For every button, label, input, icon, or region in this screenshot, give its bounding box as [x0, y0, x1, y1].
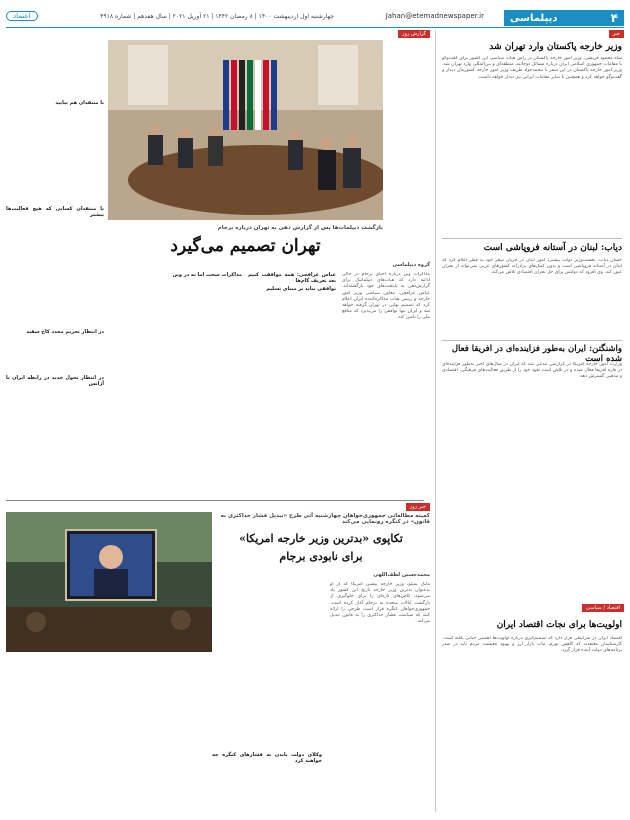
- pompeo-body-col1: [330, 582, 430, 812]
- priorities-body: [442, 636, 622, 812]
- main-headline: تهران تصمیم می‌گیرد: [170, 236, 321, 256]
- inline-head-4: با منتقدان هم بیایید: [55, 100, 104, 106]
- dateline: چهارشنبه اول اردیبهشت ۱۴۰۰ | ۸ رمضان ۱۴۴۲ | ۲۱ آوریل ۲۰۲۱ | سال هفدهم | شماره ۴۹۱۸: [100, 13, 334, 20]
- section-divider: [6, 500, 424, 501]
- section-banner: [504, 10, 624, 26]
- inline-head-7: در انتظار تحول جدید در رابطه ایران با آژانس: [6, 374, 104, 388]
- washington-body-text: وزارت امور خارجه امریکا در گزارشی مدعی شد که ایران در سال‌های اخیر به‌طور فزاینده‌ای در قاره افریقا فعال شده و در تلاش است نفوذ خود را از طریق فعالیت‌های فرهنگی، اقتصادی و مذهبی گسترش دهد.: [442, 362, 622, 380]
- washington-body: [442, 362, 622, 600]
- priorities-headline: اولویت‌ها برای نجات اقتصاد ایران: [496, 620, 622, 630]
- washington-headline: واشنگتن: ایران به‌طور فزاینده‌ای در افریقا فعال شده است: [451, 344, 622, 364]
- inline-head-2: توافقی نباید بر مبنای تسلیم: [266, 286, 336, 293]
- main-body-text: مذاکرات وین درباره احیای برجام در حالی ادامه دارد که هیات‌های دیپلماتیک برای گزارش‌دهی به پایتخت‌های خود بازگشته‌اند. عباس عراقچی، معاون سیاسی وزیر امور خارجه و رییس هیات مذاکره‌کننده ایران اعلام کرد که تصمیم نهایی در تهران گرفته خواهد شد و ایران تنها توافقی را می‌پذیرد که منافع ملی را تامین کند.: [342, 272, 430, 321]
- economy-kicker: اقتصاد / سیاسی: [582, 604, 624, 612]
- inline-head-5: با منتقدان کسانی که هیچ فعالیت‌ها بیشتر: [6, 206, 104, 219]
- page-header: [6, 10, 624, 26]
- lebanon-body-text: حسان دیاب، نخست‌وزیر دولت پیشبرد امور لبنان در جریان سفر خود به قطر اعلام کرد که لبنان در آستانه فروپاشی است و بدون کمک‌های برادرانه کشورهای عربی نمی‌تواند از بحران عبور کند. وی افزود که دولتش برای حل بحران اقتصادی تلاش می‌کند.: [442, 258, 622, 276]
- negotiations-photo: [108, 40, 383, 220]
- main-body-col1: [342, 272, 430, 496]
- main-subtitle: بازگشت دیپلمات‌ها پس از گزارش‌ دهی به تهران درباره برجام: [217, 225, 383, 231]
- section-title: دیپلماسی: [510, 12, 558, 24]
- pompeo-body-col3: [6, 658, 212, 812]
- pompeo-byline: محمدحسین لطف‌اللهی: [373, 572, 430, 578]
- main-body-col3: [154, 272, 242, 496]
- divider: [442, 238, 622, 239]
- main-body-col2: [248, 272, 336, 496]
- report-kicker: گزارش روز: [398, 30, 430, 38]
- inline-head-1: عباس عراقچی: همه موافقت کنیم بعد تعریف گام‌ها: [248, 272, 336, 285]
- pompeo-body-text: مایک پمپئو، وزیر خارجه پیشین امریکا که از او به‌عنوان بدترین وزیر خارجه تاریخ این کشور یاد می‌شود، تلاش‌های تازه‌ای را برای جلوگیری از بازگشت ایالات متحده به برجام آغاز کرده است. جمهوری‌خواهان کنگره قرار است طرحی را ارائه کنند که سیاست فشار حداکثری را به قانون تبدیل می‌کند.: [330, 582, 430, 625]
- pompeo-photo: [6, 512, 212, 652]
- inline-head-3: مذاکرات سخت اما نه در وین: [172, 272, 242, 278]
- priorities-body-text: اقتصاد ایران در شرایطی قرار دارد که تصمیم‌گیری درباره اولویت‌ها اهمیتی حیاتی یافته است. کارشناسان معتقدند که کاهش تورم، ثبات بازار ارز و بهبود معیشت مردم باید در صدر برنامه‌های دولت آینده قرار گیرد.: [442, 636, 622, 654]
- column-divider: [435, 30, 436, 812]
- divider: [442, 340, 622, 341]
- lebanon-body: [442, 258, 622, 336]
- inline-head-6: در انتظار تحریم مجدد کاخ سفید: [26, 328, 104, 335]
- negotiations-photo-art: [108, 40, 383, 220]
- pompeo-headline-1: تکاپوی «بدترین وزیر خارجه امریکا»: [239, 532, 403, 545]
- news-kicker: خبر: [609, 30, 624, 38]
- email-address[interactable]: Jahan@etemadnewspaper.ir: [385, 12, 484, 20]
- pompeo-body-col2: [212, 582, 322, 812]
- lebanon-headline: دیاب: لبنان در آستانه فروپاشی است: [483, 243, 622, 253]
- today-kicker: خبر روز: [406, 503, 430, 511]
- pakistan-body: [442, 56, 622, 236]
- left-column: [6, 40, 104, 496]
- pompeo-headline-2: برای نابودی برجام: [279, 550, 363, 563]
- pakistan-body-text: شاه محمود قریشی، وزیر امور خارجه پاکستان در راس هیات سیاسی این کشور برای گفت‌وگو با مقامات جمهوری اسلامی ایران درباره مسائل دوجانبه، منطقه‌ای و بین‌المللی وارد تهران شد. وزیر امور خارجه پاکستان در این سفر با محمدجواد ظریف وزیر امور خارجه کشورمان دیدار و گفت‌وگو خواهد کرد و همچنین با سایر مقامات ایرانی نیز دیدار خواهد داشت.: [442, 56, 622, 80]
- header-rule: [6, 27, 624, 28]
- main-byline: گروه دیپلماسی: [392, 262, 430, 268]
- newspaper-logo: اعتماد: [6, 11, 38, 21]
- page-number: ۴: [610, 11, 618, 25]
- pakistan-headline: وزیر خارجه پاکستان وارد تهران شد: [489, 42, 622, 52]
- pompeo-subtitle: کمیته مطالعاتی جمهوری‌خواهان چهارشنبه آتی طرح «تبدیل فشار حداکثری به قانون» در کنگره رونمایی می‌کند: [220, 513, 430, 525]
- pompeo-photo-art: [6, 512, 212, 652]
- inline-head-8: وکلای دولت بایدن به فشارهای کنگره چه خواهند کرد: [212, 752, 322, 765]
